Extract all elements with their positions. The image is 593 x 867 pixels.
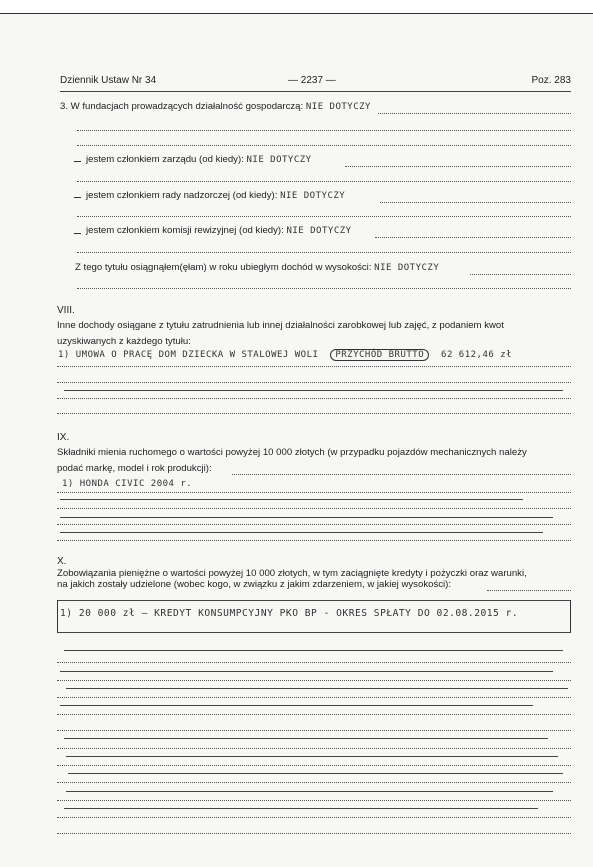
board-member-line-2 bbox=[77, 181, 571, 182]
section-10-strike-1 bbox=[64, 650, 563, 651]
section-10-line-7 bbox=[57, 748, 571, 749]
section-10-title: X. bbox=[57, 556, 67, 567]
foundations-line bbox=[378, 113, 571, 114]
section-9-text-2: podać markę, model i rok produkcji): bbox=[57, 463, 212, 474]
section-10-line-4 bbox=[57, 697, 571, 698]
section-10-line-3 bbox=[57, 680, 571, 681]
section-10-line-10 bbox=[57, 800, 571, 801]
section-10-answer-box-bottom bbox=[57, 632, 571, 633]
section-8-answer bbox=[58, 350, 512, 360]
section-10-strike-3 bbox=[66, 688, 568, 689]
page-header bbox=[60, 75, 571, 92]
foundations-label-text: 3. W fundacjach prowadzących działalność gospodarczą: bbox=[60, 101, 304, 112]
foundations-label bbox=[60, 101, 371, 112]
section-10-answer-box-left bbox=[57, 600, 58, 632]
section-10-strike-7 bbox=[68, 773, 563, 774]
income-label bbox=[75, 262, 439, 273]
section-10-strike-6 bbox=[66, 756, 558, 757]
section-9-strike-2 bbox=[60, 517, 553, 518]
dash-marker bbox=[74, 197, 81, 198]
section-8-line-3 bbox=[57, 398, 571, 399]
audit-committee-line bbox=[375, 237, 571, 238]
section-9-line-5 bbox=[57, 540, 571, 541]
position-number: Poz. 283 bbox=[531, 75, 571, 86]
section-8-strike bbox=[64, 390, 563, 391]
dash-marker bbox=[74, 233, 81, 234]
section-10-line-9 bbox=[57, 782, 571, 783]
supervisory-board-line-2 bbox=[77, 216, 571, 217]
audit-committee-answer: NIE DOTYCZY bbox=[286, 226, 352, 236]
income-line bbox=[470, 274, 571, 275]
section-9-line-2 bbox=[57, 492, 571, 493]
section-8-answer-box: PRZYCHÓD BRUTTO bbox=[330, 349, 429, 361]
section-8-answer-text: 1) UMOWA O PRACĘ DOM DZIECKA W STALOWEJ WOLI bbox=[58, 350, 319, 360]
section-8-title: VIII. bbox=[57, 305, 75, 316]
supervisory-board-answer: NIE DOTYCZY bbox=[280, 191, 346, 201]
section-9-title: IX. bbox=[57, 432, 70, 443]
section-8-answer-amount: 62 612,46 zł bbox=[441, 350, 513, 360]
section-10-line-12 bbox=[57, 833, 571, 834]
board-member-label-text: jestem członkiem zarządu (od kiedy): bbox=[86, 154, 244, 165]
section-8-text-2: uzyskiwanych z każdego tytułu: bbox=[57, 336, 191, 347]
audit-committee-label bbox=[86, 225, 352, 236]
audit-committee-label-text: jestem członkiem komisji rewizyjnej (od kiedy): bbox=[86, 225, 284, 236]
section-10-line-11 bbox=[57, 817, 571, 818]
foundations-answer: NIE DOTYCZY bbox=[305, 102, 371, 112]
section-10-line-5 bbox=[57, 714, 571, 715]
supervisory-board-line bbox=[380, 202, 571, 203]
page-number: — 2237 — bbox=[288, 75, 336, 86]
dash-marker bbox=[74, 161, 81, 162]
section-10-strike-8 bbox=[66, 791, 553, 792]
section-10-answer: 1) 20 000 zł — KREDYT KONSUMPCYJNY PKO BP - OKRES SPŁATY DO 02.08.2015 r. bbox=[60, 608, 519, 619]
section-9-strike bbox=[60, 499, 523, 500]
section-8-line-4 bbox=[57, 413, 571, 414]
section-10-text-1: Zobowiązania pieniężne o wartości powyżej 10 000 złotych, w tym zaciągnięte kredyty i pożyczki oraz warunki, bbox=[57, 568, 527, 579]
section-10-text-2: na jakich zostały udzielone (wobec kogo, w związku z jakim zdarzeniem, w jakiej wysokości): bbox=[57, 579, 452, 590]
section-10-answer-box-top bbox=[57, 600, 571, 601]
page-top-strip bbox=[0, 0, 593, 14]
section-9-answer: 1) HONDA CIVIC 2004 r. bbox=[62, 479, 193, 489]
board-member-line bbox=[345, 166, 571, 167]
income-answer: NIE DOTYCZY bbox=[374, 263, 440, 273]
section-10-line-6 bbox=[57, 730, 571, 731]
section-10-answer-box-right bbox=[570, 600, 571, 632]
section-8-text-1: Inne dochody osiągane z tytułu zatrudnienia lub innej działalności zarobkowej lub zajęć, z podaniem kwot bbox=[57, 320, 504, 331]
journal-name: Dziennik Ustaw Nr 34 bbox=[60, 75, 157, 86]
board-member-label bbox=[86, 154, 312, 165]
section-10-strike-5 bbox=[64, 738, 548, 739]
section-8-line-2 bbox=[57, 382, 571, 383]
section-9-line-4 bbox=[57, 524, 571, 525]
section-9-line-3 bbox=[57, 508, 571, 509]
section-9-strike-3 bbox=[60, 532, 543, 533]
supervisory-board-label-text: jestem członkiem rady nadzorczej (od kiedy): bbox=[86, 190, 278, 201]
section-10-strike-9 bbox=[64, 808, 538, 809]
foundations-line-2 bbox=[77, 130, 571, 131]
income-label-text: Z tego tytułu osiągnąłem(ęłam) w roku ubiegłym dochód w wysokości: bbox=[75, 262, 372, 273]
foundations-line-3 bbox=[77, 145, 571, 146]
section-10-line-2 bbox=[57, 662, 571, 663]
section-8-line bbox=[57, 366, 571, 367]
audit-committee-line-2 bbox=[77, 252, 571, 253]
section-10-strike-4 bbox=[60, 705, 533, 706]
section-9-text-1: Składniki mienia ruchomego o wartości powyżej 10 000 złotych (w przypadku pojazdów mechanicznych należy bbox=[57, 447, 527, 458]
supervisory-board-label bbox=[86, 190, 345, 201]
section-10-line bbox=[487, 590, 571, 591]
section-10-line-8 bbox=[57, 765, 571, 766]
section-9-line bbox=[232, 474, 571, 475]
income-line-2 bbox=[77, 288, 571, 289]
section-10-strike-2 bbox=[60, 671, 553, 672]
board-member-answer: NIE DOTYCZY bbox=[246, 155, 312, 165]
